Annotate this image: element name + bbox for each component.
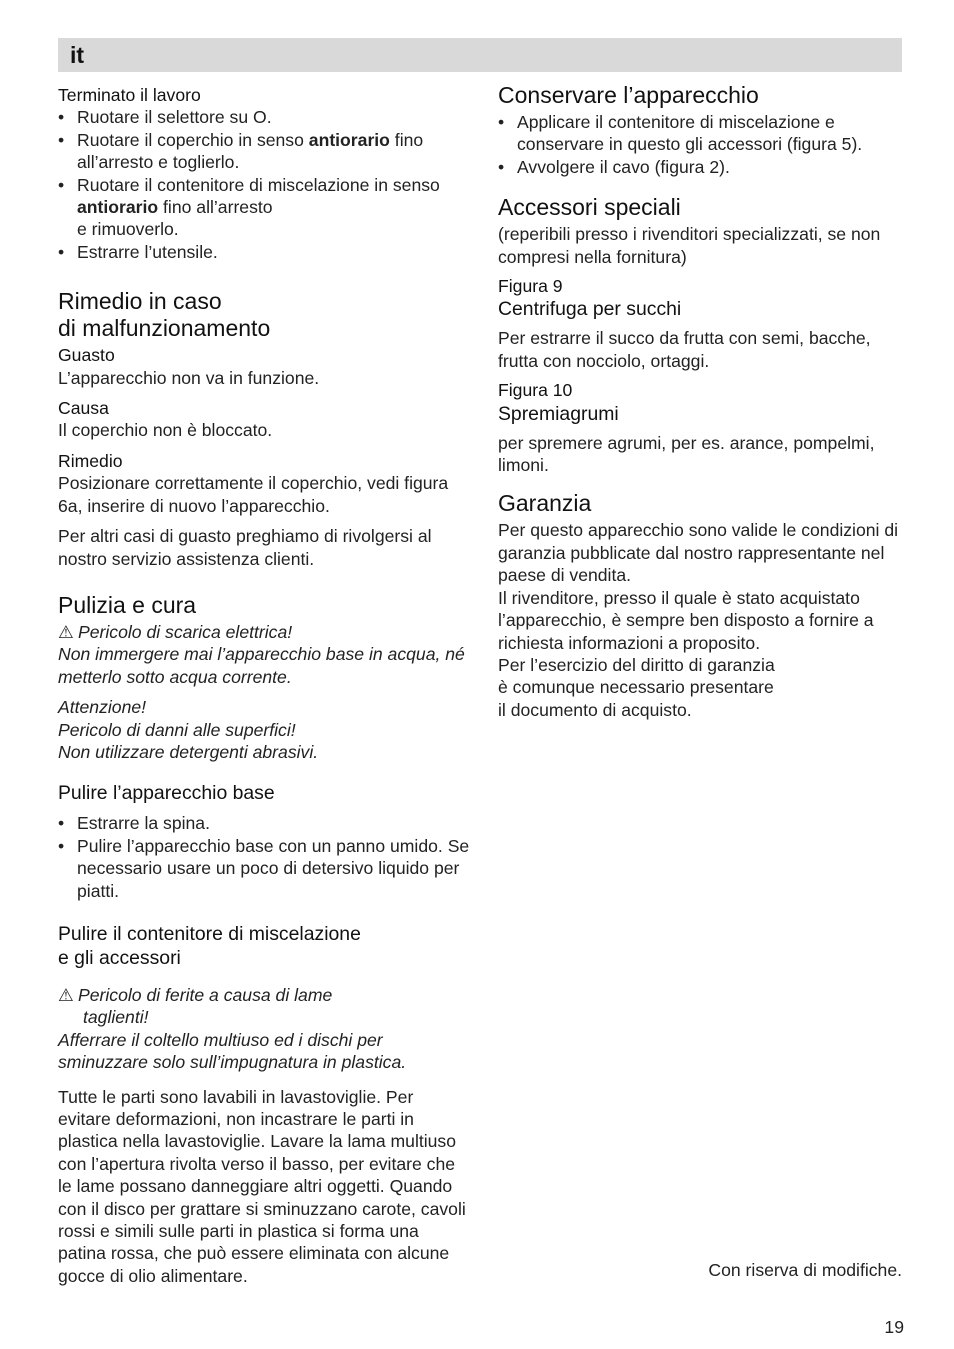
clean-base-heading: Pulire l’apparecchio base (58, 782, 275, 805)
other-faults-text: Per altri casi di guasto preghiamo di rivolgersi al nostro servizio assistenza clienti. (58, 526, 432, 569)
warranty-p3: Per l’esercizio del diritto di garanzia è comunque necessario presentare il documento di acquisto. (498, 654, 775, 720)
list-item: • Ruotare il coperchio in senso antiorario fino all’arresto e toglierlo. (58, 129, 470, 174)
figure-9-label: Figura 9 (498, 276, 563, 297)
fault-label: Guasto (58, 345, 115, 366)
citrus-press-text: per spremere agrumi, per es. arance, pompelmi, limoni. (498, 432, 875, 476)
list-item: • Ruotare il selettore su O. (58, 106, 470, 128)
citrus-press-heading: Spremiagrumi (498, 402, 619, 425)
warning-icon: ⚠ (58, 984, 74, 1005)
list-item: • Ruotare il contenitore di miscelazione in senso antiorario fino all’arresto e rimuoverlo. (58, 174, 470, 241)
done-list (58, 106, 470, 263)
dishwasher-text: Tutte le parti sono lavabili in lavastoviglie. Per evitare deformazioni, non incastrare le parti in plastica nella lavastoviglie. Lavare la lama multiuso con l’apertura rivolta verso il basso, per evitare che le lame possano danneggiare altri oggetti. Quando con il disco per grattare si sminuzzano carote, cavoli rossi e simili sulle parti in plastica si forma una patina rossa, che può essere eliminata con alcune gocce di olio alimentare. (58, 1086, 466, 1286)
accessories-intro: (reperibili presso i rivenditori specializzati, se non compresi nella fornitura) (498, 224, 881, 267)
storage-heading: Conservare l’apparecchio (498, 82, 759, 108)
surface-warning-title: Pericolo di danni alle superfici! (58, 719, 296, 740)
warning-icon: ⚠ (58, 621, 74, 642)
juicer-heading: Centrifuga per succhi (498, 298, 682, 321)
left-column (58, 82, 470, 1287)
list-item: • Estrarre la spina. (58, 812, 470, 834)
remedy-label: Rimedio (58, 450, 123, 471)
blade-warning-text: Afferrare il coltello multiuso ed i dischi per sminuzzare solo sull’impugnatura in plastica. (58, 1029, 407, 1073)
done-title: Terminato il lavoro (58, 85, 201, 105)
cause-label: Causa (58, 398, 109, 419)
list-item: • Avvolgere il cavo (figura 2). (498, 156, 906, 178)
blade-warning-title: ⚠ Pericolo di ferite a causa di lame taglienti! (58, 984, 333, 1028)
electric-warning-text: Non immergere mai l’apparecchio base in acqua, né metterlo sotto acqua corrente. (58, 644, 465, 687)
attention-label: Attenzione! (58, 697, 147, 718)
trouble-heading: Rimedio in caso di malfunzionamento (58, 288, 271, 342)
remedy-text: Posizionare correttamente il coperchio, vedi figura 6a, inserire di nuovo l’apparecchio. (58, 473, 449, 516)
electric-warning-title: ⚠ Pericolo di scarica elettrica! (58, 621, 293, 642)
clean-base-list (58, 812, 470, 902)
juicer-text: Per estrarre il succo da frutta con semi, bacche, frutta con nocciolo, ortaggi. (498, 328, 871, 371)
figure-10-label: Figura 10 (498, 380, 573, 401)
list-item: • Estrarre l’utensile. (58, 241, 470, 263)
surface-warning-text: Non utilizzare detergenti abrasivi. (58, 741, 319, 762)
warranty-heading: Garanzia (498, 490, 592, 517)
list-item: • Applicare il contenitore di miscelazione e conservare in questo gli accessori (figura 5). (498, 111, 906, 156)
cleaning-heading: Pulizia e cura (58, 591, 197, 618)
footer-note: Con riserva di modifiche. (708, 1260, 902, 1280)
warranty-p1: Per questo apparecchio sono valide le condizioni di garanzia pubblicate dal nostro rappresentante nel paese di vendita. (498, 520, 899, 586)
page-number: 19 (884, 1317, 904, 1337)
accessories-heading: Accessori speciali (498, 194, 681, 221)
storage-list (498, 111, 906, 178)
language-code: it (70, 42, 85, 68)
cause-text: Il coperchio non è bloccato. (58, 420, 273, 441)
right-column (498, 82, 906, 721)
clean-container-heading: Pulire il contenitore di miscelazione e gli accessori (58, 922, 361, 969)
list-item: • Pulire l’apparecchio base con un panno umido. Se necessario usare un poco di detersivo liquido per piatti. (58, 835, 470, 902)
language-header-bar (58, 38, 902, 72)
warranty-p2: Il rivenditore, presso il quale è stato acquistato l’apparecchio, è sempre ben disposto a fornire a richiesta informazioni a proposito. (498, 587, 874, 653)
fault-text: L’apparecchio non va in funzione. (58, 367, 320, 388)
